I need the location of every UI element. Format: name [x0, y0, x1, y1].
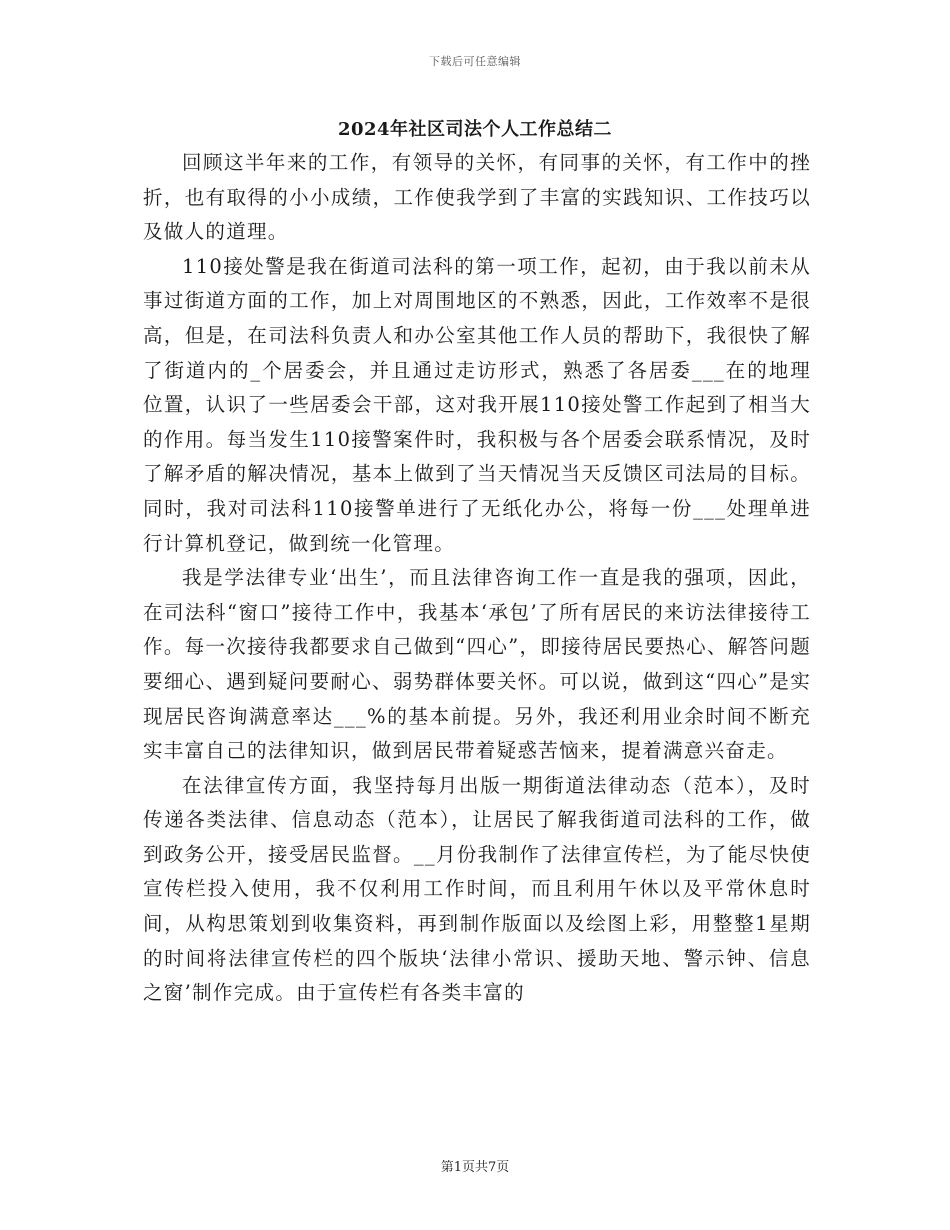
paragraph-legal-publicity: 在法律宣传方面，我坚持每月出版一期街道法律动态（范本），及时传递各类法律、信息动态（范本），让居民了解我街道司法科的工作，做到政务公开，接受居民监督。__月份我制作了法律宣传栏，为了能尽快使宣传栏投入使用，我不仅利用工作时间，而且利用午休以及平常休息时间，从构思策划到收集资料，再到制作版面以及绘图上彩，用整整1星期的时间将法律宣传栏的四个版块‘法律小常识、援助天地、警示钟、信息之窗’制作完成。由于宣传栏有各类丰富的	[143, 773, 811, 1005]
paragraph-110-dispatch: 110接处警是我在街道司法科的第一项工作，起初，由于我以前未从事过街道方面的工作，加上对周围地区的不熟悉，因此，工作效率不是很高，但是，在司法科负责人和办公室其他工作人员的帮助下，我很快了解了街道内的_个居委会，并且通过走访形式，熟悉了各居委___在的地理位置，认识了一些居委会干部，这对我开展110接处警工作起到了相当大的作用。每当发生110接警案件时，我积极与各个居委会联系情况，及时了解矛盾的解决情况，基本上做到了当天情况当天反馈区司法局的目标。同时，我对司法科110接警单进行了无纸化办公，将每一份___处理单进行计算机登记，做到统一化管理。	[143, 254, 811, 555]
document-title: 2024年社区司法个人工作总结二	[337, 119, 613, 140]
page-header-note: 下载后可任意编辑	[429, 55, 521, 68]
page-number: 第1页共7页	[440, 1160, 510, 1175]
document-body	[143, 146, 811, 1011]
paragraph-legal-consultation: 我是学法律专业‘出生’，而且法律咨询工作一直是我的强项，因此，在司法科“窗口”接待工作中，我基本‘承包’了所有居民的来访法律接待工作。每一次接待我都要求自己做到“四心”，即接待居民要热心、解答问题要细心、遇到疑问要耐心、弱势群体要关怀。可以说，做到这“四心”是实现居民咨询满意率达___%的基本前提。另外，我还利用业余时间不断充实丰富自己的法律知识，做到居民带着疑惑苦恼来，提着满意兴奋走。	[143, 566, 811, 763]
paragraph-review: 回顾这半年来的工作，有领导的关怀，有同事的关怀，有工作中的挫折，也有取得的小小成绩，工作使我学到了丰富的实践知识、工作技巧以及做人的道理。	[143, 151, 811, 244]
